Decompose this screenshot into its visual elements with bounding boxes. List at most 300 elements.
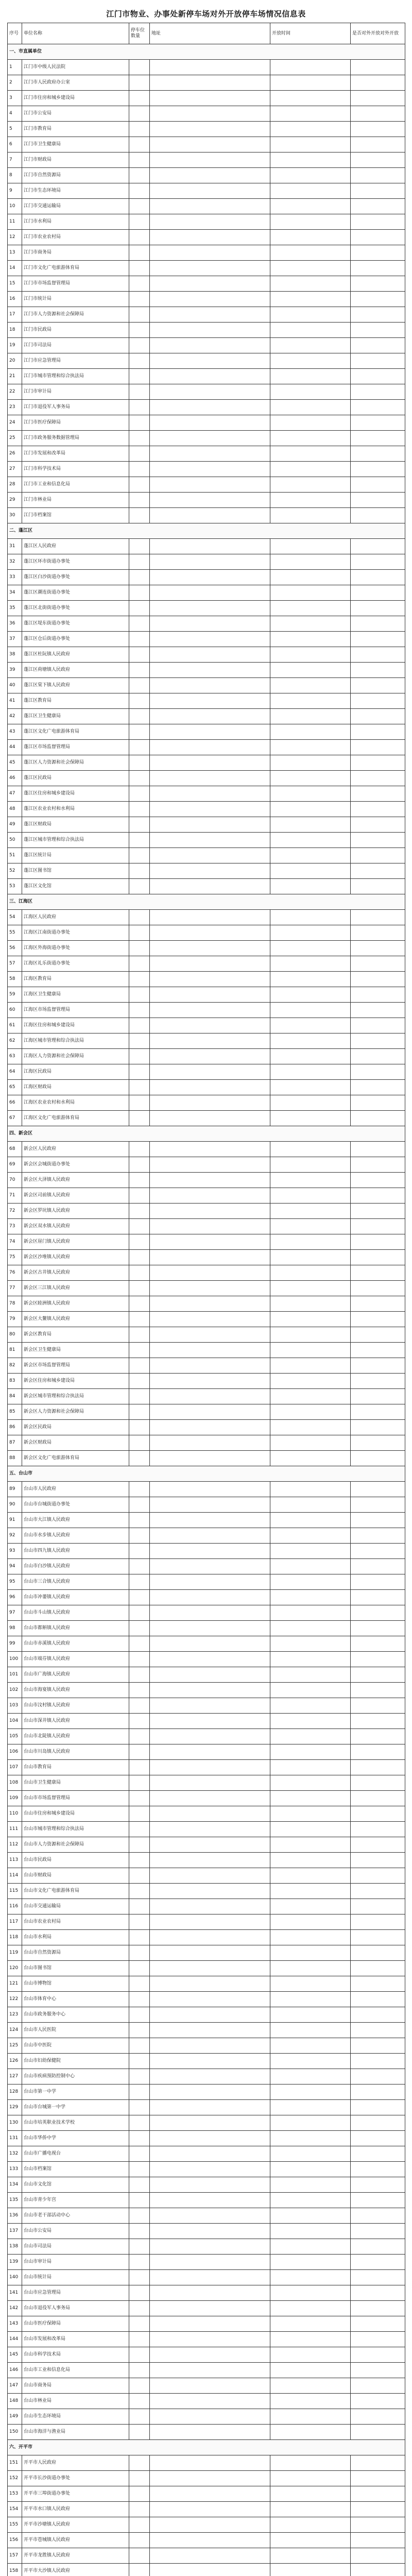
cell-no: 17 bbox=[8, 307, 22, 323]
cell-open bbox=[351, 2548, 405, 2564]
cell-count bbox=[129, 879, 150, 894]
table-row bbox=[8, 384, 405, 400]
table-row bbox=[8, 1204, 405, 1219]
cell-address bbox=[150, 678, 270, 693]
cell-time bbox=[270, 1621, 351, 1636]
cell-time bbox=[270, 1667, 351, 1683]
cell-address bbox=[150, 2162, 270, 2177]
cell-no: 129 bbox=[8, 2100, 22, 2115]
cell-name: 江海区民政局 bbox=[22, 1064, 129, 1080]
cell-count bbox=[129, 802, 150, 817]
cell-address bbox=[150, 1080, 270, 1095]
table-row bbox=[8, 1049, 405, 1064]
cell-name: 江门市市场监督管理局 bbox=[22, 276, 129, 292]
cell-open bbox=[351, 2347, 405, 2363]
cell-open bbox=[351, 925, 405, 941]
cell-count bbox=[129, 323, 150, 338]
cell-address bbox=[150, 1683, 270, 1698]
cell-name: 蓬江区卫生健康局 bbox=[22, 709, 129, 724]
cell-time bbox=[270, 1142, 351, 1157]
cell-count bbox=[129, 1095, 150, 1111]
cell-time bbox=[270, 740, 351, 755]
cell-name: 江门市科学技术局 bbox=[22, 462, 129, 477]
cell-address bbox=[150, 1822, 270, 1837]
cell-no: 154 bbox=[8, 2502, 22, 2517]
cell-address bbox=[150, 2069, 270, 2084]
table-row bbox=[8, 879, 405, 894]
cell-name: 台山市档案馆 bbox=[22, 2162, 129, 2177]
cell-count bbox=[129, 2084, 150, 2100]
cell-count bbox=[129, 230, 150, 245]
cell-open bbox=[351, 1404, 405, 1420]
header-address: 地址 bbox=[150, 23, 270, 44]
cell-count bbox=[129, 1389, 150, 1404]
table-row bbox=[8, 2115, 405, 2131]
cell-no: 12 bbox=[8, 230, 22, 245]
cell-count bbox=[129, 1837, 150, 1853]
cell-name: 台山市第一中学 bbox=[22, 2084, 129, 2100]
cell-no: 91 bbox=[8, 1513, 22, 1528]
cell-count bbox=[129, 1111, 150, 1126]
table-row bbox=[8, 2023, 405, 2038]
cell-address bbox=[150, 2023, 270, 2038]
cell-time bbox=[270, 168, 351, 183]
cell-count bbox=[129, 2455, 150, 2471]
cell-no: 136 bbox=[8, 2208, 22, 2224]
cell-no: 28 bbox=[8, 477, 22, 493]
table-row bbox=[8, 1281, 405, 1296]
cell-no: 83 bbox=[8, 1374, 22, 1389]
cell-time bbox=[270, 384, 351, 400]
table-row bbox=[8, 1250, 405, 1265]
cell-address bbox=[150, 1868, 270, 1884]
cell-count bbox=[129, 1992, 150, 2007]
cell-open bbox=[351, 2378, 405, 2394]
cell-time bbox=[270, 1837, 351, 1853]
cell-address bbox=[150, 910, 270, 925]
cell-open bbox=[351, 1095, 405, 1111]
cell-count bbox=[129, 446, 150, 462]
table-row bbox=[8, 2224, 405, 2239]
cell-count bbox=[129, 292, 150, 307]
cell-no: 141 bbox=[8, 2285, 22, 2301]
header-no: 序号 bbox=[8, 23, 22, 44]
cell-count bbox=[129, 2239, 150, 2255]
cell-time bbox=[270, 1729, 351, 1744]
cell-address bbox=[150, 1451, 270, 1466]
cell-no: 109 bbox=[8, 1791, 22, 1806]
cell-count bbox=[129, 2069, 150, 2084]
cell-time bbox=[270, 1234, 351, 1250]
cell-name: 台山市广播电视台 bbox=[22, 2146, 129, 2162]
cell-count bbox=[129, 183, 150, 199]
cell-name: 蓬江区白沙街道办事处 bbox=[22, 570, 129, 585]
cell-open bbox=[351, 663, 405, 678]
cell-open bbox=[351, 2471, 405, 2486]
cell-time bbox=[270, 1961, 351, 1976]
cell-name: 台山市端芬镇人民政府 bbox=[22, 1652, 129, 1667]
cell-address bbox=[150, 1605, 270, 1621]
table-row bbox=[8, 1806, 405, 1822]
cell-time bbox=[270, 431, 351, 446]
cell-no: 94 bbox=[8, 1559, 22, 1574]
cell-no: 115 bbox=[8, 1884, 22, 1899]
cell-open bbox=[351, 2146, 405, 2162]
cell-time bbox=[270, 1435, 351, 1451]
cell-name: 台山市人民医院 bbox=[22, 2023, 129, 2038]
table-row bbox=[8, 1574, 405, 1590]
cell-no: 140 bbox=[8, 2270, 22, 2285]
table-row bbox=[8, 1744, 405, 1760]
table-row bbox=[8, 585, 405, 601]
cell-address bbox=[150, 323, 270, 338]
cell-name: 江门市发展和改革局 bbox=[22, 446, 129, 462]
cell-time bbox=[270, 446, 351, 462]
cell-no: 61 bbox=[8, 1018, 22, 1033]
cell-name: 蓬江区图书馆 bbox=[22, 863, 129, 879]
cell-no: 116 bbox=[8, 1899, 22, 1914]
cell-name: 江海区住房和城乡建设局 bbox=[22, 1018, 129, 1033]
table-row bbox=[8, 1698, 405, 1714]
cell-count bbox=[129, 2054, 150, 2069]
cell-open bbox=[351, 230, 405, 245]
table-row bbox=[8, 1652, 405, 1667]
cell-address bbox=[150, 2517, 270, 2533]
cell-open bbox=[351, 2162, 405, 2177]
cell-count bbox=[129, 338, 150, 353]
cell-name: 蓬江区城市管理和综合执法局 bbox=[22, 833, 129, 848]
cell-no: 31 bbox=[8, 539, 22, 554]
cell-count bbox=[129, 1374, 150, 1389]
cell-address bbox=[150, 199, 270, 214]
cell-name: 江门市生态环境局 bbox=[22, 183, 129, 199]
cell-name: 台山市司法局 bbox=[22, 2239, 129, 2255]
cell-count bbox=[129, 431, 150, 446]
cell-count bbox=[129, 2394, 150, 2409]
cell-name: 江门市水利局 bbox=[22, 214, 129, 230]
cell-no: 152 bbox=[8, 2471, 22, 2486]
cell-address bbox=[150, 1698, 270, 1714]
cell-no: 41 bbox=[8, 693, 22, 709]
cell-open bbox=[351, 585, 405, 601]
cell-no: 65 bbox=[8, 1080, 22, 1095]
table-header-row bbox=[8, 23, 405, 44]
cell-open bbox=[351, 1683, 405, 1698]
cell-name: 江门市审计局 bbox=[22, 384, 129, 400]
cell-open bbox=[351, 1806, 405, 1822]
cell-count bbox=[129, 1698, 150, 1714]
cell-name: 江门市文化广电旅游体育局 bbox=[22, 261, 129, 276]
table-row bbox=[8, 1188, 405, 1204]
cell-count bbox=[129, 2208, 150, 2224]
cell-address bbox=[150, 2208, 270, 2224]
cell-no: 2 bbox=[8, 75, 22, 91]
cell-no: 105 bbox=[8, 1729, 22, 1744]
table-row bbox=[8, 1095, 405, 1111]
cell-open bbox=[351, 1961, 405, 1976]
table-row bbox=[8, 323, 405, 338]
table-row bbox=[8, 941, 405, 956]
cell-address bbox=[150, 724, 270, 740]
table-row bbox=[8, 848, 405, 863]
cell-time bbox=[270, 137, 351, 152]
cell-open bbox=[351, 91, 405, 106]
cell-address bbox=[150, 106, 270, 122]
cell-open bbox=[351, 2517, 405, 2533]
cell-no: 39 bbox=[8, 663, 22, 678]
cell-time bbox=[270, 2193, 351, 2208]
cell-time bbox=[270, 1420, 351, 1435]
cell-count bbox=[129, 786, 150, 802]
cell-open bbox=[351, 353, 405, 369]
cell-count bbox=[129, 1930, 150, 1945]
cell-time bbox=[270, 2517, 351, 2533]
cell-name: 江海区财政局 bbox=[22, 1080, 129, 1095]
cell-no: 15 bbox=[8, 276, 22, 292]
cell-open bbox=[351, 570, 405, 585]
table-row bbox=[8, 2471, 405, 2486]
cell-no: 114 bbox=[8, 1868, 22, 1884]
cell-no: 99 bbox=[8, 1636, 22, 1652]
cell-count bbox=[129, 2177, 150, 2193]
cell-name: 江门市统计局 bbox=[22, 292, 129, 307]
cell-no: 50 bbox=[8, 833, 22, 848]
cell-name: 新会区沙堆镇人民政府 bbox=[22, 1250, 129, 1265]
cell-open bbox=[351, 2455, 405, 2471]
cell-name: 台山市斗山镇人民政府 bbox=[22, 1605, 129, 1621]
cell-open bbox=[351, 1451, 405, 1466]
cell-time bbox=[270, 925, 351, 941]
cell-count bbox=[129, 1404, 150, 1420]
cell-count bbox=[129, 1559, 150, 1574]
cell-time bbox=[270, 1312, 351, 1327]
table-row bbox=[8, 2270, 405, 2285]
cell-count bbox=[129, 1729, 150, 1744]
cell-address bbox=[150, 60, 270, 75]
cell-name: 新会区罗坑镇人民政府 bbox=[22, 1204, 129, 1219]
section-row bbox=[8, 1466, 405, 1482]
cell-name: 台山市疾病预防控制中心 bbox=[22, 2069, 129, 2084]
cell-open bbox=[351, 137, 405, 152]
cell-count bbox=[129, 2533, 150, 2548]
cell-count bbox=[129, 616, 150, 632]
cell-open bbox=[351, 1389, 405, 1404]
cell-no: 30 bbox=[8, 508, 22, 523]
cell-name: 江门市财政局 bbox=[22, 152, 129, 168]
cell-time bbox=[270, 1636, 351, 1652]
cell-open bbox=[351, 431, 405, 446]
cell-address bbox=[150, 1791, 270, 1806]
table-row bbox=[8, 199, 405, 214]
cell-open bbox=[351, 2316, 405, 2332]
parking-table bbox=[7, 23, 405, 2576]
cell-time bbox=[270, 709, 351, 724]
cell-count bbox=[129, 75, 150, 91]
cell-open bbox=[351, 2409, 405, 2425]
cell-count bbox=[129, 1157, 150, 1173]
table-row bbox=[8, 2332, 405, 2347]
cell-no: 19 bbox=[8, 338, 22, 353]
cell-time bbox=[270, 1343, 351, 1358]
table-row bbox=[8, 2038, 405, 2054]
cell-count bbox=[129, 1296, 150, 1312]
cell-open bbox=[351, 199, 405, 214]
table-row bbox=[8, 230, 405, 245]
cell-time bbox=[270, 369, 351, 384]
cell-address bbox=[150, 1374, 270, 1389]
cell-address bbox=[150, 1296, 270, 1312]
cell-name: 台山市海洋与渔业局 bbox=[22, 2425, 129, 2440]
cell-time bbox=[270, 2332, 351, 2347]
table-row bbox=[8, 2054, 405, 2069]
cell-open bbox=[351, 400, 405, 415]
cell-time bbox=[270, 1590, 351, 1605]
cell-open bbox=[351, 1312, 405, 1327]
cell-name: 江门市公安局 bbox=[22, 106, 129, 122]
cell-name: 台山市卫生健康局 bbox=[22, 1775, 129, 1791]
cell-name: 江门市住房和城乡建设局 bbox=[22, 91, 129, 106]
cell-name: 新会区三江镇人民政府 bbox=[22, 1281, 129, 1296]
cell-count bbox=[129, 168, 150, 183]
table-row bbox=[8, 2239, 405, 2255]
cell-no: 45 bbox=[8, 755, 22, 771]
cell-time bbox=[270, 1528, 351, 1544]
table-row bbox=[8, 106, 405, 122]
header-time: 开放时间 bbox=[270, 23, 351, 44]
cell-count bbox=[129, 987, 150, 1003]
page-title: 江门市物业、办事处新停车场对外开放停车场情况信息表 bbox=[106, 9, 306, 19]
cell-open bbox=[351, 1837, 405, 1853]
cell-no: 147 bbox=[8, 2378, 22, 2394]
cell-name: 开平市三埠街道办事处 bbox=[22, 2486, 129, 2502]
cell-address bbox=[150, 585, 270, 601]
cell-count bbox=[129, 2115, 150, 2131]
cell-count bbox=[129, 910, 150, 925]
cell-time bbox=[270, 570, 351, 585]
cell-name: 新会区城市管理和综合执法局 bbox=[22, 1389, 129, 1404]
table-row bbox=[8, 2486, 405, 2502]
cell-count bbox=[129, 1312, 150, 1327]
cell-time bbox=[270, 2316, 351, 2332]
cell-name: 台山市政务服务中心 bbox=[22, 2007, 129, 2023]
table-row bbox=[8, 601, 405, 616]
table-row bbox=[8, 2347, 405, 2363]
cell-no: 104 bbox=[8, 1714, 22, 1729]
table-row bbox=[8, 1497, 405, 1513]
cell-no: 111 bbox=[8, 1822, 22, 1837]
cell-count bbox=[129, 956, 150, 972]
cell-open bbox=[351, 2425, 405, 2440]
cell-open bbox=[351, 1080, 405, 1095]
table-row bbox=[8, 415, 405, 431]
table-row bbox=[8, 1822, 405, 1837]
cell-count bbox=[129, 1868, 150, 1884]
cell-address bbox=[150, 570, 270, 585]
cell-address bbox=[150, 1806, 270, 1822]
cell-address bbox=[150, 2378, 270, 2394]
cell-time bbox=[270, 833, 351, 848]
cell-count bbox=[129, 1605, 150, 1621]
cell-address bbox=[150, 2301, 270, 2316]
cell-open bbox=[351, 446, 405, 462]
cell-open bbox=[351, 1281, 405, 1296]
cell-time bbox=[270, 1559, 351, 1574]
cell-no: 6 bbox=[8, 137, 22, 152]
cell-open bbox=[351, 2285, 405, 2301]
cell-name: 台山市水步镇人民政府 bbox=[22, 1528, 129, 1544]
cell-address bbox=[150, 771, 270, 786]
cell-address bbox=[150, 2533, 270, 2548]
table-row bbox=[8, 2131, 405, 2146]
cell-name: 台山市退役军人事务局 bbox=[22, 2301, 129, 2316]
cell-time bbox=[270, 1899, 351, 1914]
table-row bbox=[8, 2177, 405, 2193]
cell-count bbox=[129, 307, 150, 323]
cell-count bbox=[129, 1482, 150, 1497]
table-row bbox=[8, 647, 405, 663]
cell-open bbox=[351, 415, 405, 431]
cell-time bbox=[270, 462, 351, 477]
table-row bbox=[8, 1513, 405, 1528]
cell-no: 96 bbox=[8, 1590, 22, 1605]
cell-address bbox=[150, 508, 270, 523]
cell-no: 101 bbox=[8, 1667, 22, 1683]
cell-name: 台山市生态环境局 bbox=[22, 2409, 129, 2425]
cell-count bbox=[129, 1914, 150, 1930]
cell-name: 开平市大沙镇人民政府 bbox=[22, 2564, 129, 2576]
cell-name: 台山市人力资源和社会保障局 bbox=[22, 1837, 129, 1853]
cell-no: 55 bbox=[8, 925, 22, 941]
table-row bbox=[8, 2193, 405, 2208]
cell-address bbox=[150, 1744, 270, 1760]
table-row bbox=[8, 1714, 405, 1729]
cell-address bbox=[150, 338, 270, 353]
cell-time bbox=[270, 972, 351, 987]
table-row bbox=[8, 554, 405, 570]
cell-no: 47 bbox=[8, 786, 22, 802]
cell-open bbox=[351, 1420, 405, 1435]
table-row bbox=[8, 1142, 405, 1157]
cell-no: 120 bbox=[8, 1961, 22, 1976]
cell-open bbox=[351, 1018, 405, 1033]
cell-name: 蓬江区人民政府 bbox=[22, 539, 129, 554]
table-row bbox=[8, 2517, 405, 2533]
cell-open bbox=[351, 1435, 405, 1451]
cell-no: 84 bbox=[8, 1389, 22, 1404]
cell-open bbox=[351, 2332, 405, 2347]
cell-address bbox=[150, 1636, 270, 1652]
table-row bbox=[8, 353, 405, 369]
cell-count bbox=[129, 493, 150, 508]
cell-count bbox=[129, 2378, 150, 2394]
cell-no: 92 bbox=[8, 1528, 22, 1544]
cell-count bbox=[129, 199, 150, 214]
cell-address bbox=[150, 1652, 270, 1667]
cell-address bbox=[150, 1528, 270, 1544]
table-row bbox=[8, 1296, 405, 1312]
cell-no: 21 bbox=[8, 369, 22, 384]
cell-time bbox=[270, 1064, 351, 1080]
cell-name: 新会区人力资源和社会保障局 bbox=[22, 1404, 129, 1420]
cell-address bbox=[150, 477, 270, 493]
table-row bbox=[8, 2007, 405, 2023]
table-row bbox=[8, 1853, 405, 1868]
cell-open bbox=[351, 1142, 405, 1157]
cell-address bbox=[150, 709, 270, 724]
cell-time bbox=[270, 1760, 351, 1775]
cell-address bbox=[150, 1899, 270, 1914]
cell-name: 台山市住房和城乡建设局 bbox=[22, 1806, 129, 1822]
